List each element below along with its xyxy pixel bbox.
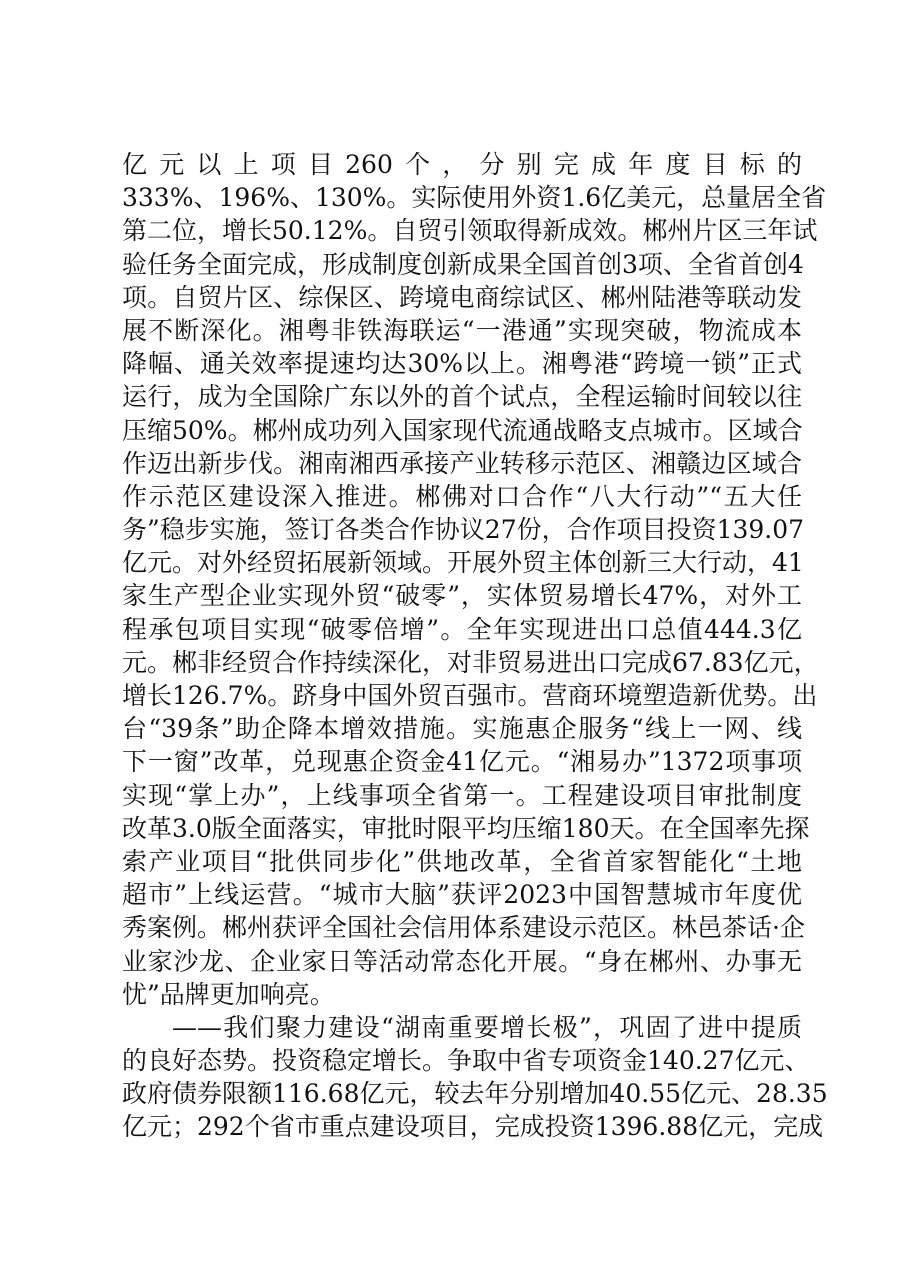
text-line: 下一窗”改革，兑现惠企资金41亿元。“湘易办”1372项事项 <box>122 747 802 777</box>
text-line: 改革3.0版全面落实，审批时限平均压缩180天。在全国率先探 <box>122 813 810 843</box>
paragraph-start-line: ——我们聚力建设“湖南重要增长极”，巩固了进中提质 <box>172 1012 802 1042</box>
text-line: 实现“掌上办”，上线事项全省第一。工程建设项目审批制度 <box>122 780 802 810</box>
text-line: 运行，成为全国除广东以外的首个试点，全程运输时间较以往 <box>122 382 802 412</box>
paragraph-end-line: 忧”品牌更加响亮。 <box>122 979 335 1009</box>
text-line: 展不断深化。湘粤非铁海联运“一港通”实现突破，物流成本 <box>122 315 802 345</box>
text-line: 作示范区建设深入推进。郴佛对口合作“八大行动”“五大任 <box>122 481 802 511</box>
text-line: 333%、196%、130%。实际使用外资1.6亿美元，总量居全省 <box>122 183 827 213</box>
text-line: 增长126.7%。跻身中国外贸百强市。营商环境塑造新优势。出 <box>122 681 818 710</box>
text-line: 家生产型企业实现外贸“破零”，实体贸易增长47%，对外工 <box>122 581 802 611</box>
body-text <box>122 148 828 1144</box>
text-line: 台“39条”助企降本增效措施。实施惠企服务“线上一网、线 <box>122 714 802 744</box>
text-line: 亿元；292个省市重点建设项目，完成投资1396.88亿元，完成 <box>122 1112 824 1142</box>
text-line: 验任务全面完成，形成制度创新成果全国首创3项、全省首创4 <box>122 249 804 279</box>
text-line: 秀案例。郴州获评全国社会信用体系建设示范区。林邑茶话·企 <box>122 913 805 943</box>
text-line: 亿元。对外经贸拓展新领域。开展外贸主体创新三大行动，41 <box>122 548 804 578</box>
text-line: 第二位，增长50.12%。自贸引领取得新成效。郴州片区三年试 <box>122 216 818 246</box>
text-line: 降幅、通关效率提速均达30%以上。湘粤港“跨境一锁”正式 <box>122 349 802 379</box>
text-line: 超市”上线运营。“城市大脑”获评2023中国智慧城市年度优 <box>122 880 802 910</box>
text-line: 压缩50%。郴州成功列入国家现代流通战略支点城市。区域合 <box>122 415 803 445</box>
text-line: 的良好态势。投资稳定增长。争取中省专项资金140.27亿元、 <box>122 1046 810 1076</box>
text-line: 务”稳步实施，签订各类合作协议27份，合作项目投资139.07 <box>122 515 805 545</box>
text-line: 作迈出新步伐。湘南湘西承接产业转移示范区、湘赣边区域合 <box>122 448 802 478</box>
text-line: 索产业项目“批供同步化”供地改革，全省首家智能化“土地 <box>122 846 802 876</box>
text-line: 政府债券限额116.68亿元，较去年分别增加40.55亿元、28.35 <box>122 1079 828 1109</box>
text-line: 项。自贸片区、综保区、跨境电商综试区、郴州陆港等联动发 <box>122 282 802 312</box>
text-line: 业家沙龙、企业家日等活动常态化开展。“身在郴州、办事无 <box>122 946 802 976</box>
text-line: 元。郴非经贸合作持续深化，对非贸易进出口完成67.83亿元， <box>122 647 819 677</box>
text-line: 亿元以上项目260个，分别完成年度目标的 <box>122 150 802 179</box>
text-line: 程承包项目实现“破零倍增”。全年实现进出口总值444.3亿 <box>122 614 802 644</box>
